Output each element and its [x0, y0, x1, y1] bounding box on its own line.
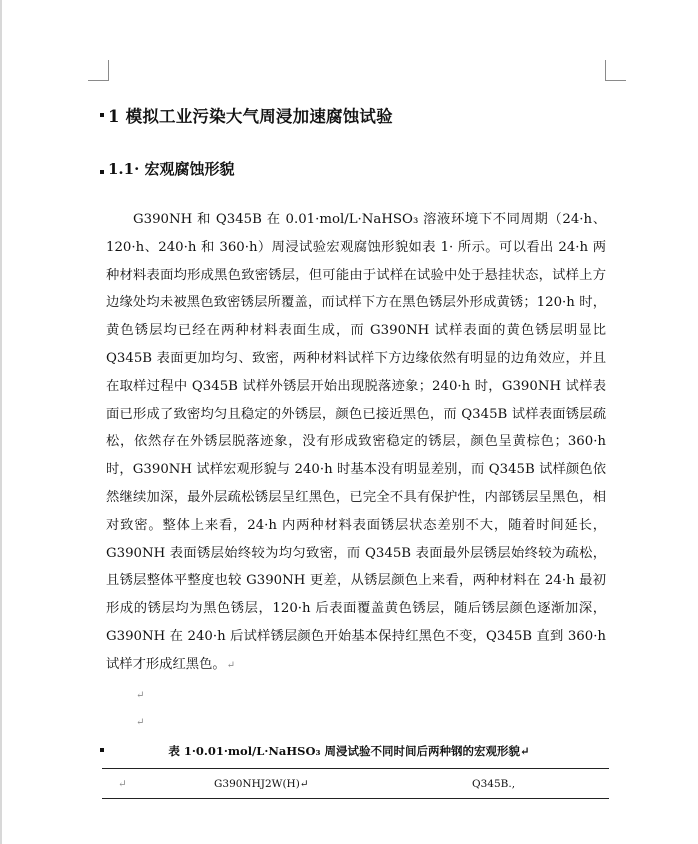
paragraph-bullet	[100, 170, 104, 174]
empty-paragraph-mark[interactable]: ↵	[136, 690, 145, 701]
table-cell-empty[interactable]: ↵	[118, 778, 127, 790]
table-top-border	[102, 768, 609, 769]
paragraph-bullet	[100, 113, 104, 117]
heading-2[interactable]: 1.1· 宏观腐蚀形貌	[108, 160, 235, 178]
paragraph-mark: ↵	[226, 659, 236, 671]
body-paragraph[interactable]	[106, 206, 606, 680]
page-edge	[0, 0, 2, 844]
table-caption[interactable]: 表 1·0.01·mol/L·NaHSO₃ 周浸试验不同时间后两种钢的宏观形貌↵	[168, 744, 530, 758]
margin-corner-top-right	[605, 60, 626, 81]
margin-corner-top-left	[88, 60, 109, 81]
empty-paragraph-mark[interactable]: ↵	[136, 717, 145, 728]
body-paragraph-text: G390NH 和 Q345B 在 0.01·mol/L·NaHSO₃ 溶液环境下不同周期（24·h、120·h、240·h 和 360·h）周浸试验宏观腐蚀形貌如表 1· 所示。可以看出 24·h 两种材料表面均形成黑色致密锈层，但可能由于试样在试验中处于悬挂状态，试样上方边缘处均未被黑色致密锈层所覆盖，而试样下方在黑色锈层外形成黄锈；120·h 时，黄色锈层均已经在两种材料表面生成，而 G390NH 试样表面的黄色锈层明显比 Q345B 表面更加均匀、致密，两种材料试样下方边缘依然有明显的边角效应，并且在取样过程中 Q345B 试样外锈层开始出现脱落迹象；240·h 时，G390NH 试样表面已形成了致密均匀且稳定的外锈层，颜色已接近黑色，而 Q345B 试样表面锈层疏松，依然存在外锈层脱落迹象，没有形成致密稳定的锈层，颜色呈黄棕色；360·h 时，G390NH 试样宏观形貌与 240·h 时基本没有明显差别，而 Q345B 试样颜色依然继续加深，最外层疏松锈层呈红黑色，已完全不具有保护性，内部锈层呈黑色，相对致密。整体上来看，24·h 内两种材料表面锈层状态差别不大，随着时间延长，G390NH 表面锈层始终较为均匀致密，而 Q345B 表面最外层锈层始终较为疏松，且锈层整体平整度也较 G390NH 更差，从锈层颜色上来看，两种材料在 24·h 最初形成的锈层均为黑色锈层，120·h 后表面覆盖黄色锈层，随后锈层颜色逐渐加深，G390NH 在 240·h 后试样锈层颜色开始基本保持红黑色不变，Q345B 直到 360·h 试样才形成红黑色。	[106, 212, 606, 672]
table-header-g390nh[interactable]: G390NHJ2W(H)↵	[214, 778, 309, 790]
table-row-border	[102, 798, 609, 799]
table-header-q345b[interactable]: Q345B.,	[472, 778, 516, 790]
heading-1[interactable]: 1 模拟工业污染大气周浸加速腐蚀试验	[108, 107, 393, 126]
